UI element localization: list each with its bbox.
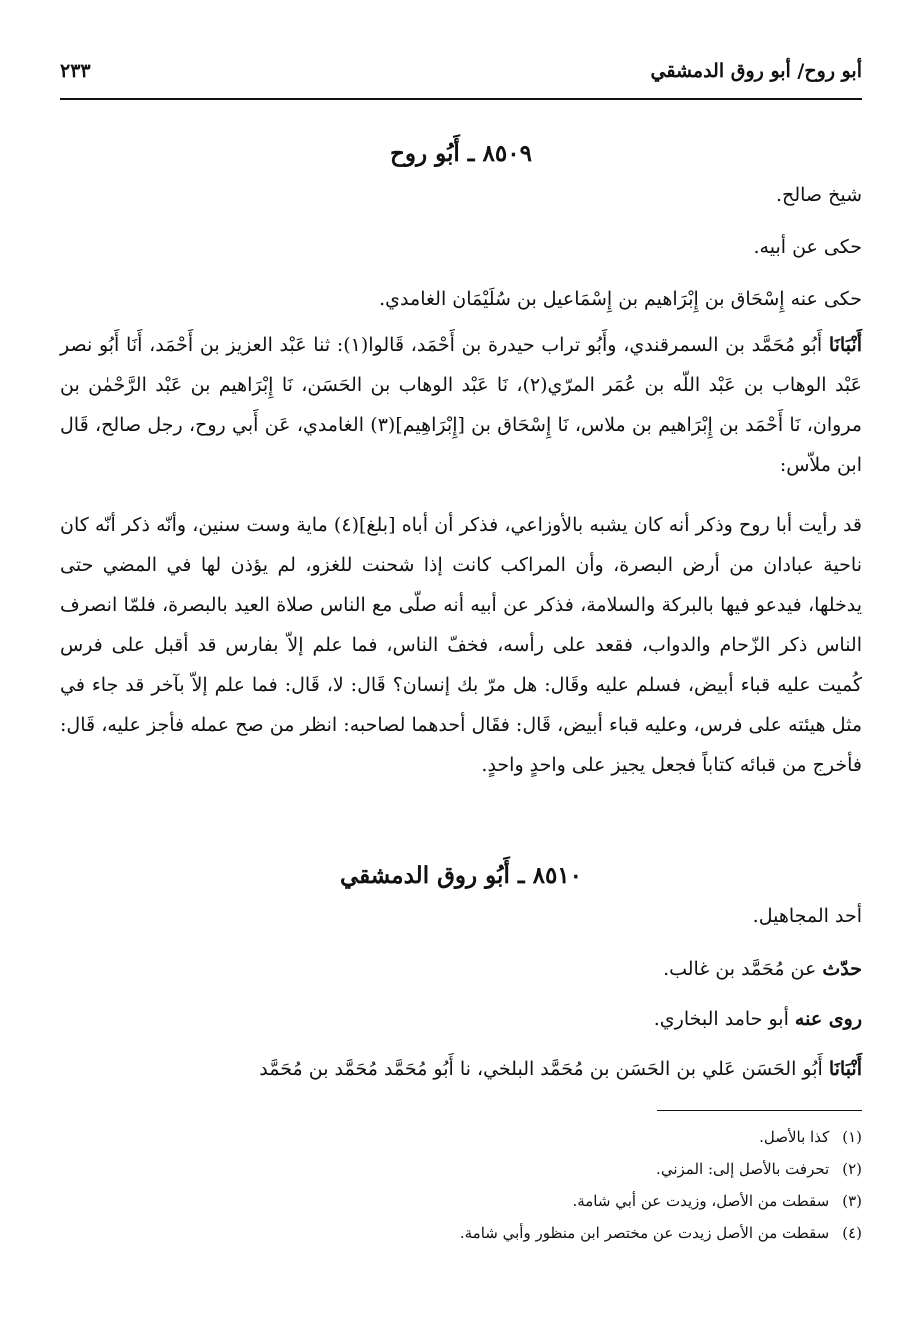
isnad-paragraph [60,325,862,485]
page-header [60,58,862,94]
footnote [60,1160,862,1178]
entry-title: ٨٥١٠ ـ أَبُو روق الدمشقي [339,862,583,889]
footnote-number: (٢) [842,1160,862,1178]
entry-line [60,958,862,980]
story-text: قد رأيت أبا روح وذكر أنه كان يشبه بالأوزاعي، فذكر أن أباه [بلغ](٤) ماية وست سنين، وأنّه ذكر أنّه كان ناحية عبادان من أرض البصرة، وأن المراكب كانت إذا شحنت للغزو، لم يؤذن لها في المضي حتى يدخلها، فيدعو فيها بالبركة والسلامة، فذكر عن أبيه أنه صلّى مع الناس صلاة العيد بالبصرة، فلمّا انصرف الناس ذكر الزّحام والدواب، فقعد على رأسه، فخفّ الناس، فما علم إلاّ بفارس قد أقبل على فرس كُميت عليه قباء أبيض، فسلم عليه وقَال: هل مرّ بك إنسان؟ قَال: لا، قَال: فما علم إلاّ بآخر قد جاء في مثل هيئته على فرس، وعليه قباء أبيض، قَال: فقَال أحدهما لصاحبه: انظر من صح عمله فأجز عليه، قَال: فأخرج من قبائه كتاباً فجعل يجيز على واحدٍ واحدٍ. [60,514,863,776]
footnote [60,1224,862,1242]
entry-line [60,1058,862,1080]
footnote-text: سقطت من الأصل، وزيدت عن أبي شامة. [572,1192,830,1210]
footnote [60,1128,862,1146]
footnote-rule [657,1110,862,1111]
footnote-number: (١) [842,1128,862,1146]
story-paragraph [60,505,862,785]
running-title: أبو روح/ أبو روق الدمشقي [650,60,862,82]
isnad-text: أَبُو مُحَمَّد بن السمرقندي، وأَبُو تراب حيدرة بن أَحْمَد، قَالوا(١): ثنا عَبْد العزيز بن أَحْمَد، أَنَا أَبُو نصر عَبْد الوهاب بن عَبْد اللّه بن عُمَر المرّي(٢)، نَا عَبْد الوهاب بن الحَسَن، نَا إِبْرَاهيم بن عَبْد الرَّحْمٰن بن مروان، نَا أَحْمَد بن إِبْرَاهيم بن ملاس، نَا إِسْحَاق بن [إِبْرَاهِيم](٣) الغامدي، عَن أَبي روح، رجل صالح، قَال ابن ملاّس: [60,334,862,476]
entry-label: حدّث [822,958,862,980]
entry-label: أَنْبَانَا [828,1058,862,1080]
entry-line: حكى عنه إِسْحَاق بن إِبْرَاهيم بن إِسْمَاعيل بن سُلَيْمَان الغامدي. [379,288,862,310]
footnote [60,1192,862,1210]
page-number: ٢٣٣ [60,60,91,82]
entry-text: عن مُحَمَّد بن غالب. [663,958,823,980]
entry-text: أَبُو الحَسَن عَلي بن الحَسَن بن مُحَمَّد البلخي، نا أَبُو مُحَمَّد مُحَمَّد بن مُحَمَّد [259,1058,829,1080]
entry-label: روى عنه [794,1008,862,1030]
footnote-number: (٣) [842,1192,862,1210]
footnote-text: تحرفت بالأصل إلى: المزني. [656,1160,830,1178]
entry-line: حكى عن أبيه. [753,236,862,258]
footnote-number: (٤) [842,1224,862,1242]
footnote-text: كذا بالأصل. [759,1128,830,1146]
footnote-text: سقطت من الأصل زيدت عن مختصر ابن منظور وأبي شامة. [459,1224,830,1242]
entry-line: أحد المجاهيل. [752,905,862,927]
isnad-label: أَنْبَانَا [828,334,862,356]
entry-text: أبو حامد البخاري. [653,1008,795,1030]
entry-title: ٨٥٠٩ ـ أَبُو روح [390,140,532,167]
entry-line [60,1008,862,1030]
entry-line: شيخ صالح. [776,184,862,206]
header-rule [60,98,862,100]
